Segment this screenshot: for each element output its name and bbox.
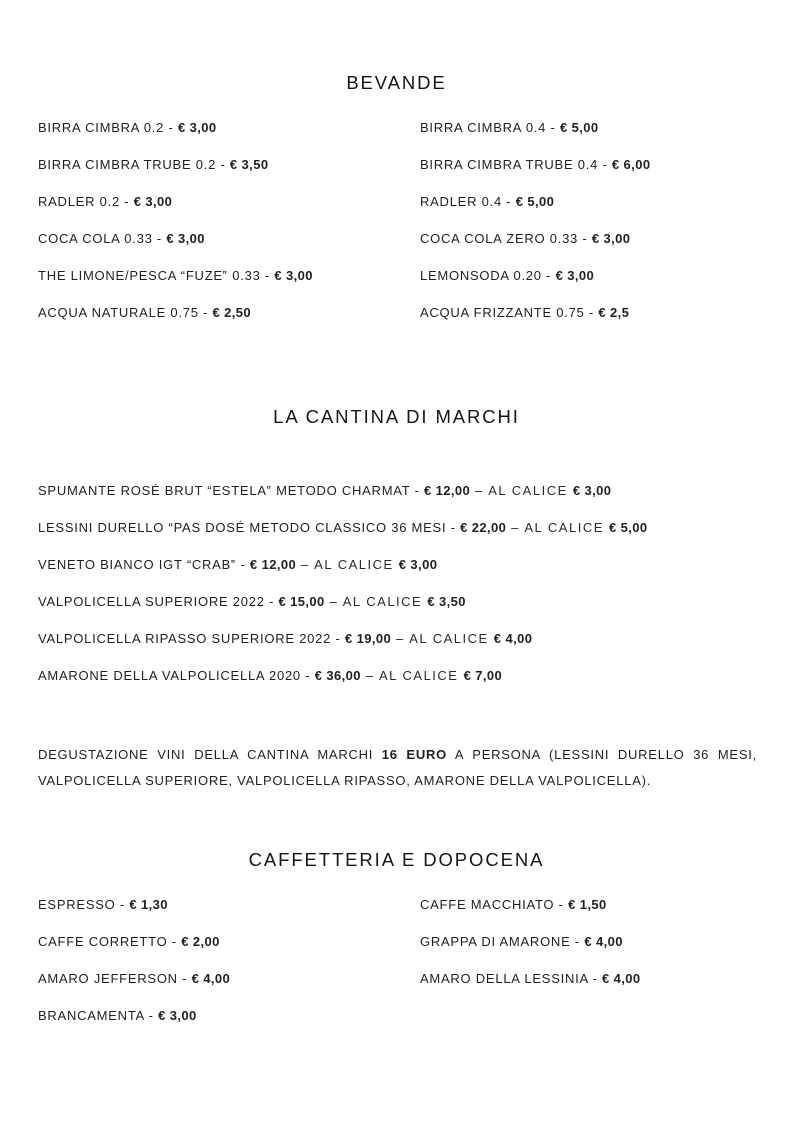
menu-item-separator: - — [144, 1008, 159, 1023]
menu-item-row — [420, 120, 599, 135]
menu-item-price: € 1,50 — [568, 897, 607, 912]
menu-item-price: € 2,5 — [598, 305, 630, 320]
wine-item-separator: - — [300, 668, 315, 683]
menu-item-name: CAFFE CORRETTO — [38, 934, 168, 949]
wine-item-row — [38, 557, 437, 572]
menu-item-name: BIRRA CIMBRA 0.4 — [420, 120, 547, 135]
wine-glass-price: € 5,00 — [609, 520, 648, 535]
menu-item-separator: - — [260, 268, 275, 283]
menu-item-separator: - — [598, 157, 612, 172]
wine-item-name: VALPOLICELLA SUPERIORE 2022 — [38, 594, 265, 609]
wine-glass-label: AL CALICE — [409, 631, 494, 646]
section-heading-caffetteria: CAFFETTERIA E DOPOCENA — [248, 849, 545, 870]
menu-item-row — [38, 897, 168, 912]
menu-item-row — [38, 305, 251, 320]
tasting-menu-paragraph — [38, 742, 757, 794]
menu-item-separator: - — [198, 305, 213, 320]
wine-item-row — [38, 520, 648, 535]
wine-item-row — [38, 631, 532, 646]
wine-glass-price: € 3,00 — [398, 557, 438, 572]
menu-item-name: CAFFE MACCHIATO — [420, 897, 555, 912]
menu-item-separator: - — [570, 934, 585, 949]
wine-item-separator: - — [410, 483, 425, 498]
menu-item-name: BIRRA CIMBRA TRUBE 0.4 — [420, 157, 599, 172]
wine-glass-label: AL CALICE — [342, 594, 428, 609]
menu-item-price: € 3,00 — [166, 231, 205, 246]
menu-item-row — [420, 971, 641, 986]
wine-price-dash: – — [324, 594, 343, 609]
menu-item-row — [38, 268, 313, 283]
menu-item-price: € 5,00 — [559, 120, 599, 135]
menu-item-name: COCA COLA ZERO 0.33 — [420, 231, 579, 246]
menu-item-row — [38, 120, 217, 135]
menu-item-price: € 3,00 — [591, 231, 631, 246]
menu-item-separator: - — [554, 897, 569, 912]
menu-item-separator: - — [216, 157, 230, 172]
menu-item-row — [420, 934, 623, 949]
menu-item-price: € 3,00 — [158, 1008, 197, 1023]
wine-item-separator: - — [264, 594, 279, 609]
menu-item-name: GRAPPA DI AMARONE — [420, 934, 571, 949]
menu-item-separator: - — [167, 934, 182, 949]
menu-item-separator: - — [578, 231, 592, 246]
menu-item-price: € 4,00 — [602, 971, 641, 986]
menu-item-row — [420, 157, 650, 172]
menu-item-row — [420, 268, 594, 283]
wine-glass-price: € 3,50 — [427, 594, 466, 609]
caffetteria-item-list — [38, 897, 757, 1037]
menu-item-row — [420, 305, 629, 320]
section-heading-bevande: BEVANDE — [346, 72, 447, 93]
menu-item-separator: - — [546, 120, 560, 135]
menu-item-name: AMARO JEFFERSON — [38, 971, 178, 986]
wine-item-name: VALPOLICELLA RIPASSO SUPERIORE 2022 — [38, 631, 332, 646]
wine-glass-price: € 7,00 — [463, 668, 503, 683]
menu-item-name: LEMONSODA 0.20 — [420, 268, 542, 283]
menu-item-name: ACQUA FRIZZANTE 0.75 — [420, 305, 585, 320]
menu-item-name: COCA COLA 0.33 — [38, 231, 153, 246]
menu-item-row — [420, 194, 554, 209]
menu-item-price: € 3,00 — [274, 268, 313, 283]
menu-item-price: € 3,00 — [177, 120, 217, 135]
wine-bottle-price: € 36,00 — [314, 668, 361, 683]
wine-item-separator: - — [331, 631, 345, 646]
wine-item-name: LESSINI DURELLO “PAS DOSÉ METODO CLASSICO 36 MESI — [38, 520, 447, 535]
wine-price-dash: – — [470, 483, 489, 498]
wine-glass-price: € 3,00 — [572, 483, 612, 498]
menu-item-row — [38, 194, 172, 209]
menu-item-row — [38, 231, 205, 246]
wine-glass-price: € 4,00 — [493, 631, 533, 646]
wine-bottle-price: € 19,00 — [344, 631, 392, 646]
wine-glass-label: AL CALICE — [378, 668, 464, 683]
bevande-item-list — [38, 120, 757, 340]
menu-item-separator: - — [588, 971, 602, 986]
wine-item-separator: - — [446, 520, 461, 535]
wine-price-dash: – — [391, 631, 410, 646]
menu-item-price: € 5,00 — [515, 194, 555, 209]
tasting-text-after: A PERSONA (LESSINI DURELLO 36 MESI, VALPOLICELLA SUPERIORE, VALPOLICELLA RIPASSO, AMARONE DELLA VALPOLICELLA). — [38, 747, 757, 788]
menu-item-name: BIRRA CIMBRA 0.2 — [38, 120, 165, 135]
wine-bottle-price: € 15,00 — [278, 594, 325, 609]
menu-item-row — [420, 897, 607, 912]
tasting-text-before: DEGUSTAZIONE VINI DELLA CANTINA MARCHI — [38, 747, 382, 762]
menu-item-name: RADLER 0.4 — [420, 194, 502, 209]
wine-item-name: AMARONE DELLA VALPOLICELLA 2020 — [38, 668, 301, 683]
menu-item-name: BIRRA CIMBRA TRUBE 0.2 — [38, 157, 217, 172]
menu-item-row — [38, 1008, 197, 1023]
wine-bottle-price: € 22,00 — [460, 520, 507, 535]
wine-item-row — [38, 483, 611, 498]
menu-item-separator: - — [152, 231, 167, 246]
menu-item-separator: - — [164, 120, 178, 135]
wine-item-row — [38, 668, 502, 683]
wine-bottle-price: € 12,00 — [249, 557, 297, 572]
menu-item-row — [420, 231, 630, 246]
section-heading-cantina: LA CANTINA DI MARCHI — [273, 406, 520, 427]
wine-item-separator: - — [236, 557, 250, 572]
menu-item-price: € 3,00 — [555, 268, 595, 283]
menu-item-name: ACQUA NATURALE 0.75 — [38, 305, 199, 320]
menu-item-price: € 2,50 — [212, 305, 252, 320]
menu-item-name: AMARO DELLA LESSINIA — [420, 971, 589, 986]
wine-glass-label: AL CALICE — [488, 483, 573, 498]
menu-item-name: THE LIMONE/PESCA “FUZE‟ 0.33 — [38, 268, 261, 283]
wine-price-dash: – — [296, 557, 315, 572]
menu-item-price: € 3,00 — [133, 194, 173, 209]
menu-item-separator: - — [177, 971, 192, 986]
wine-price-dash: – — [360, 668, 379, 683]
menu-item-price: € 6,00 — [611, 157, 651, 172]
wine-item-name: SPUMANTE ROSÉ BRUT “ESTELA‟ METODO CHARMAT — [38, 483, 411, 498]
wine-glass-label: AL CALICE — [524, 520, 609, 535]
tasting-price-highlight: 16 EURO — [381, 747, 447, 762]
menu-item-separator: - — [501, 194, 516, 209]
menu-item-price: € 1,30 — [129, 897, 168, 912]
menu-item-row — [38, 971, 230, 986]
menu-item-price: € 4,00 — [191, 971, 231, 986]
menu-item-separator: - — [541, 268, 556, 283]
wine-price-dash: – — [506, 520, 525, 535]
menu-item-name: RADLER 0.2 — [38, 194, 120, 209]
wine-item-list — [38, 483, 757, 698]
wine-glass-label: AL CALICE — [314, 557, 399, 572]
wine-bottle-price: € 12,00 — [424, 483, 471, 498]
menu-item-row — [38, 157, 268, 172]
menu-item-price: € 3,50 — [229, 157, 269, 172]
menu-item-row — [38, 934, 220, 949]
menu-item-separator: - — [584, 305, 599, 320]
wine-item-row — [38, 594, 466, 609]
menu-item-price: € 2,00 — [181, 934, 220, 949]
menu-item-separator: - — [119, 194, 134, 209]
wine-item-name: VENETO BIANCO IGT “CRAB‟ — [38, 557, 237, 572]
menu-item-name: ESPRESSO — [38, 897, 116, 912]
menu-item-price: € 4,00 — [584, 934, 623, 949]
menu-item-separator: - — [115, 897, 130, 912]
menu-item-name: BRANCAMENTA — [38, 1008, 145, 1023]
